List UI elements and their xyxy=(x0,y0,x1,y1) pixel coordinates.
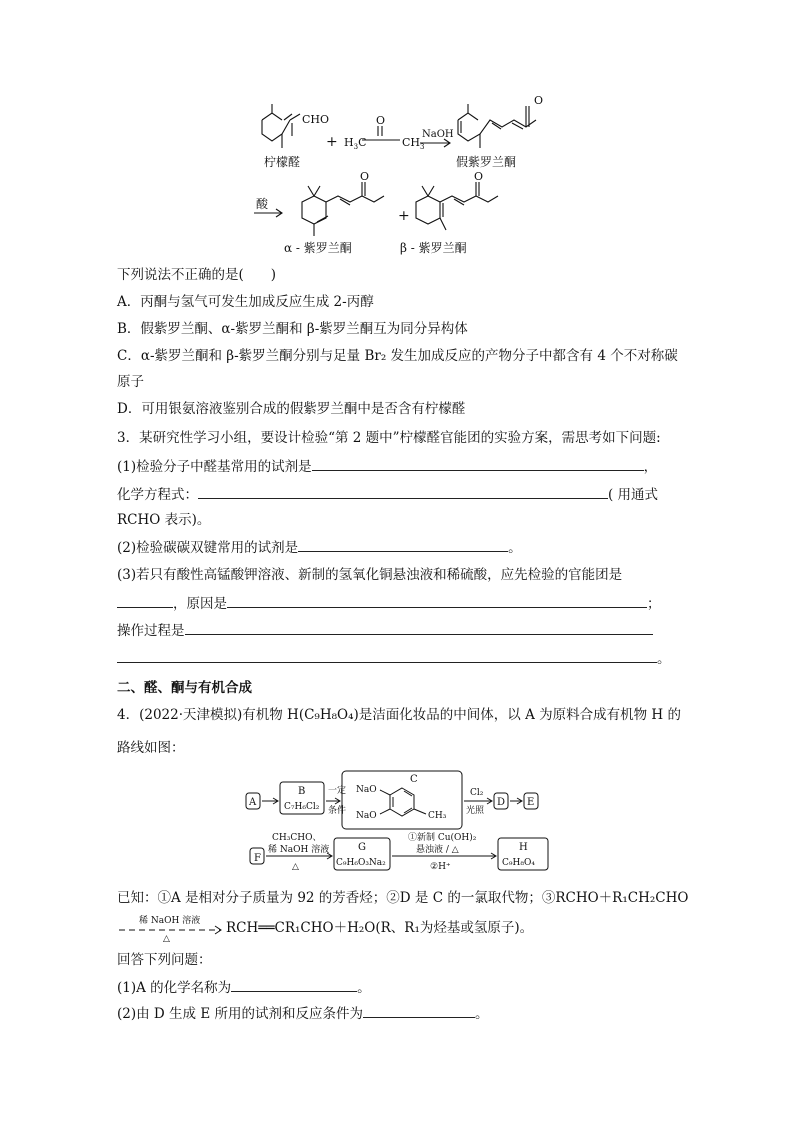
known-cond-bottom: △ xyxy=(163,934,170,942)
answer-blank-procedure[interactable] xyxy=(185,620,653,635)
acetone-h3c: $H_3C$ xyxy=(344,136,367,151)
beta-oxygen: O xyxy=(474,170,484,183)
citral-name: 柠檬醛 xyxy=(264,155,301,169)
acetone-oxygen: O xyxy=(376,114,386,127)
node-h: H xyxy=(519,842,528,853)
q3-part3-procedure-cont: 。 xyxy=(117,648,671,669)
cond-3-top: ①新制 Cu(OH)₂ xyxy=(408,833,477,843)
cond-2-bottom: △ xyxy=(292,862,299,872)
q3-part1: (1)检验分子中醛基常用的试剂是 ， xyxy=(117,456,657,477)
q2-option-d: D．可用银氨溶液鉴别合成的假紫罗兰酮中是否含有柠檬醛 xyxy=(117,401,466,417)
nao-group-2: NaO xyxy=(356,811,377,821)
pseudoionone-name: 假紫罗兰酮 xyxy=(456,155,517,169)
q4-part1: (1)A 的化学名称为 。 xyxy=(117,977,371,998)
plus-sign-2: + xyxy=(398,208,410,224)
cond-1-top: 一定 xyxy=(328,786,347,796)
q4-stem: 4．(2022·天津模拟)有机物 H(C₉H₈O₄)是洁面化妆品的中间体，以 A 为原料合成有机物 H 的 xyxy=(117,707,681,723)
answer-blank-equation[interactable] xyxy=(198,484,608,499)
q4-known-cont: RCH══CR₁CHO＋H₂O(R、R₁为烃基或氢原子)。 xyxy=(226,920,534,936)
q4-part2: (2)由 D 生成 E 所用的试剂和反应条件为 。 xyxy=(117,1003,488,1024)
node-e: E xyxy=(527,797,535,808)
node-b: B xyxy=(298,786,306,797)
q4-known: 已知：①A 是相对分子质量为 92 的芳香烃；②D 是 C 的一氯取代物；③RCHO＋R₁CH₂CHO xyxy=(117,890,689,906)
nao-group-1: NaO xyxy=(356,785,377,795)
q3-part1-note: RCHO 表示)。 xyxy=(117,512,211,528)
q3-part3-reason: ，原因是 ； xyxy=(117,593,661,614)
answer-blank-reason[interactable] xyxy=(227,593,647,608)
section-heading: 二、醛、酮与有机合成 xyxy=(117,680,252,696)
cond-2-top: CH₃CHO、 xyxy=(272,833,322,843)
answer-blank-alkene-reagent[interactable] xyxy=(298,537,508,552)
answer-blank-a-name[interactable] xyxy=(231,977,357,992)
q4-stem-cont: 路线如图： xyxy=(117,740,185,756)
q3-part3-procedure: 操作过程是 xyxy=(117,620,653,641)
plus-sign: + xyxy=(326,134,338,150)
q3-part2: (2)检验碳碳双键常用的试剂是 。 xyxy=(117,537,522,558)
q2-option-c-cont: 原子 xyxy=(117,374,144,390)
naoh-label: NaOH xyxy=(422,129,454,140)
q2-option-a: A．丙酮与氢气可发生加成反应生成 2-丙醇 xyxy=(117,294,374,310)
ionone-synthesis-scheme xyxy=(240,90,570,260)
q3-part1-equation: 化学方程式： ( 用通式 xyxy=(117,484,658,505)
node-b-formula: C₇H₆Cl₂ xyxy=(284,802,320,812)
node-c: C xyxy=(410,774,418,785)
cond-2-mid: 稀 NaOH 溶液 xyxy=(268,845,330,855)
node-f: F xyxy=(254,853,261,864)
answer-blank-procedure-2[interactable] xyxy=(117,648,657,663)
known-reaction-arrow xyxy=(117,910,227,942)
methyl-group: CH₃ xyxy=(428,811,447,821)
pseudoionone-oxygen: O xyxy=(534,94,544,107)
synthesis-route-diagram xyxy=(240,768,560,880)
q4-answer-intro: 回答下列问题： xyxy=(117,952,212,968)
cho-label: CHO xyxy=(302,113,330,126)
alpha-oxygen: O xyxy=(360,170,370,183)
cond-3-mid: 悬浊液 / △ xyxy=(416,845,459,855)
q3-stem: 3．某研究性学习小组，要设计检验“第 2 题中”柠檬醛官能团的实验方案，需思考如下问题: xyxy=(117,430,661,446)
acid-label: 酸 xyxy=(256,197,269,211)
cond-cl2: Cl₂ xyxy=(470,788,484,798)
cond-1-bottom: 条件 xyxy=(328,806,347,816)
q2-option-b: B．假紫罗兰酮、α-紫罗兰酮和 β-紫罗兰酮互为同分异构体 xyxy=(117,321,468,337)
q2-option-c: C．α-紫罗兰酮和 β-紫罗兰酮分别与足量 Br₂ 发生加成反应的产物分子中都含有 4 个不对称碳 xyxy=(117,348,678,364)
beta-ionone-name: β - 紫罗兰酮 xyxy=(400,241,467,255)
node-a: A xyxy=(249,797,257,808)
q3-part3: (3)若只有酸性高锰酸钾溶液、新制的氢氧化铜悬浊液和稀硫酸，应先检验的官能团是 xyxy=(117,567,623,583)
alpha-ionone-name: α - 紫罗兰酮 xyxy=(284,241,352,255)
answer-blank-d-to-e[interactable] xyxy=(363,1003,475,1018)
q2-stem: 下列说法不正确的是( ) xyxy=(117,267,277,283)
node-g-formula: C₉H₆O₃Na₂ xyxy=(336,858,386,868)
answer-blank-aldehyde-reagent[interactable] xyxy=(312,456,644,471)
node-d: D xyxy=(497,797,506,808)
node-h-formula: C₉H₈O₄ xyxy=(502,858,535,868)
node-g: G xyxy=(358,842,366,853)
cond-light: 光照 xyxy=(466,806,485,816)
answer-blank-group[interactable] xyxy=(117,593,173,608)
known-cond-top: 稀 NaOH 溶液 xyxy=(139,916,201,926)
acetone-ch3: $CH_3$ xyxy=(402,136,425,151)
cond-3-bottom: ②H⁺ xyxy=(430,862,451,872)
